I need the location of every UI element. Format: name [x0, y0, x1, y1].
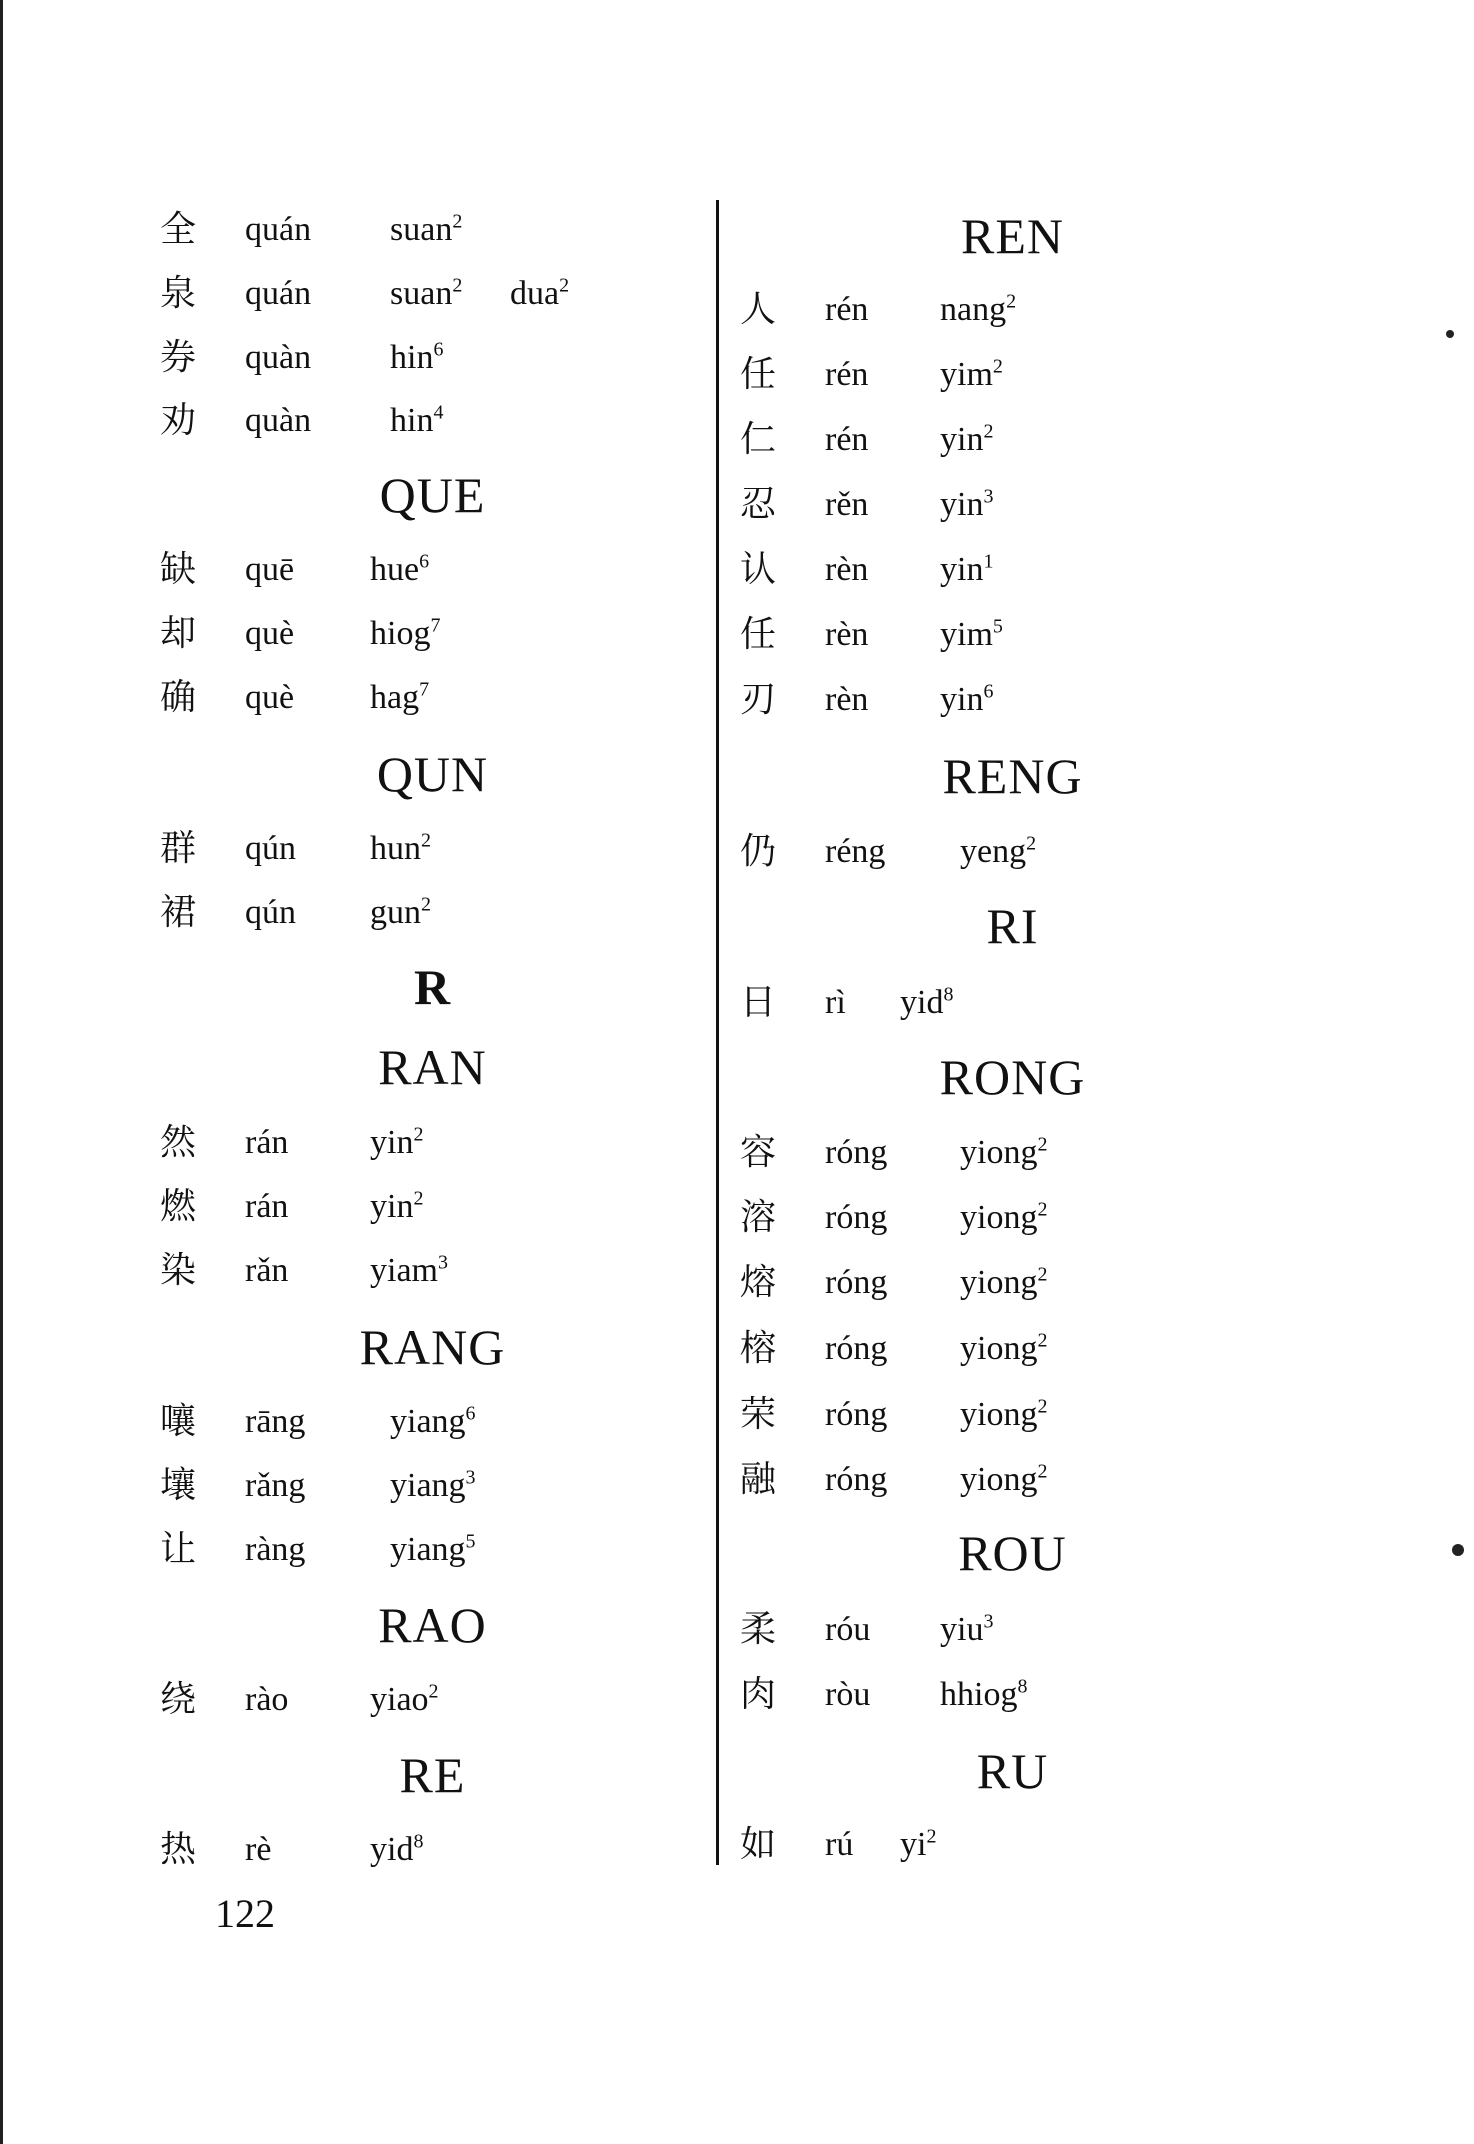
entry-pinyin: quán — [245, 275, 312, 312]
reading-text: yeng — [960, 833, 1027, 870]
entry-pinyin: rèn — [825, 681, 869, 718]
entry-pinyin: róng — [825, 1264, 888, 1301]
reading-text: yiang — [390, 1467, 466, 1504]
reading-text: dua — [510, 275, 560, 312]
dictionary-entry — [160, 883, 705, 943]
dictionary-entry — [740, 1385, 1285, 1445]
entry-pinyin: rén — [825, 291, 869, 328]
tone-number: 2 — [452, 210, 463, 233]
entry-pinyin: róng — [825, 1134, 888, 1171]
dictionary-entry — [740, 973, 1285, 1033]
column-divider — [716, 200, 719, 1865]
reading-text: yin — [370, 1124, 414, 1161]
reading-text: suan — [390, 275, 453, 312]
reading-text: yin — [940, 681, 984, 718]
entry-reading — [940, 410, 993, 470]
entry-hanzi: 却 — [160, 613, 197, 654]
entry-hanzi: 然 — [160, 1122, 197, 1163]
tone-number: 3 — [437, 1251, 448, 1274]
entry-hanzi: 日 — [740, 982, 777, 1023]
entry-pinyin: rǎng — [245, 1467, 306, 1504]
entry-pinyin: quàn — [245, 339, 312, 376]
reading-text: yid — [370, 1831, 414, 1868]
entry-pinyin: rèn — [825, 616, 869, 653]
entry-reading — [370, 819, 431, 879]
reading-text: yim — [940, 356, 993, 393]
dictionary-entry — [740, 670, 1285, 730]
dictionary-entry — [740, 410, 1285, 470]
entry-pinyin: rāng — [245, 1403, 306, 1440]
dictionary-entry — [160, 1456, 705, 1516]
section-heading: RE — [399, 1747, 466, 1803]
entry-reading — [370, 1241, 448, 1301]
dictionary-entry — [160, 391, 705, 451]
dictionary-entry — [740, 1319, 1285, 1379]
tone-number: 2 — [1037, 1395, 1048, 1418]
dictionary-entry — [740, 345, 1285, 405]
tone-number: 6 — [419, 550, 430, 573]
entry-hanzi: 让 — [160, 1529, 197, 1570]
tone-number: 2 — [983, 420, 994, 443]
tone-number: 7 — [430, 614, 441, 637]
reading-text: suan — [390, 211, 453, 248]
reading-text: yiong — [960, 1461, 1038, 1498]
reading-text: yiong — [960, 1199, 1038, 1236]
tone-number: 2 — [1006, 290, 1017, 313]
entry-pinyin: rì — [825, 984, 846, 1021]
entry-hanzi: 绕 — [160, 1679, 197, 1720]
entry-pinyin: qún — [245, 894, 296, 931]
entry-reading — [940, 1665, 1027, 1725]
entry-pinyin: rěn — [825, 486, 869, 523]
tone-number: 8 — [1017, 1675, 1028, 1698]
dictionary-entry — [740, 540, 1285, 600]
scan-speck — [1446, 330, 1454, 338]
entry-hanzi: 任 — [740, 614, 777, 655]
entry-pinyin: rén — [825, 421, 869, 458]
reading-text: yiao — [370, 1681, 429, 1718]
section-heading: R — [413, 959, 452, 1015]
entry-hanzi: 壤 — [160, 1465, 197, 1506]
section-heading: RANG — [359, 1319, 506, 1375]
tone-number: 2 — [428, 1680, 439, 1703]
section-heading: RAO — [378, 1597, 487, 1653]
dictionary-entry — [160, 819, 705, 879]
entry-hanzi: 榕 — [740, 1328, 777, 1369]
reading-text: yiong — [960, 1396, 1038, 1433]
entry-hanzi: 熔 — [740, 1262, 777, 1303]
entry-reading — [370, 883, 431, 943]
entry-hanzi: 容 — [740, 1132, 777, 1173]
dictionary-entry — [160, 1113, 705, 1173]
dictionary-entry — [740, 1665, 1285, 1725]
tone-number: 2 — [1037, 1329, 1048, 1352]
entry-pinyin: rào — [245, 1681, 289, 1718]
entry-hanzi: 荣 — [740, 1394, 777, 1435]
entry-reading — [940, 605, 1003, 665]
entry-reading — [390, 200, 462, 260]
tone-number: 2 — [992, 355, 1003, 378]
entry-pinyin: rè — [245, 1831, 272, 1868]
entry-reading — [960, 1450, 1047, 1510]
dictionary-entry — [160, 540, 705, 600]
entry-hanzi: 群 — [160, 828, 197, 869]
entry-pinyin: róng — [825, 1330, 888, 1367]
entry-hanzi: 裙 — [160, 892, 197, 933]
tone-number: 2 — [1037, 1198, 1048, 1221]
dictionary-entry — [740, 605, 1285, 665]
dictionary-entry — [160, 1520, 705, 1580]
section-heading: RONG — [939, 1049, 1086, 1105]
tone-number: 6 — [465, 1402, 476, 1425]
entry-pinyin: ròu — [825, 1676, 871, 1713]
dictionary-entry — [740, 1123, 1285, 1183]
entry-pinyin: réng — [825, 833, 886, 870]
tone-number: 3 — [983, 485, 994, 508]
dictionary-entry — [160, 1392, 705, 1452]
dictionary-entry — [740, 280, 1285, 340]
reading-text: hin — [390, 339, 434, 376]
tone-number: 2 — [926, 1825, 937, 1848]
entry-reading — [960, 822, 1036, 882]
entry-reading — [370, 1820, 423, 1880]
reading-text: yiang — [390, 1531, 466, 1568]
entry-hanzi: 柔 — [740, 1609, 777, 1650]
entry-pinyin: rén — [825, 356, 869, 393]
entry-reading — [940, 345, 1003, 405]
tone-number: 5 — [465, 1530, 476, 1553]
entry-reading — [370, 604, 440, 664]
tone-number: 2 — [452, 274, 463, 297]
dictionary-entry — [740, 1815, 1285, 1875]
reading-text: hue — [370, 551, 420, 588]
tone-number: 2 — [559, 274, 570, 297]
entry-hanzi: 如 — [740, 1824, 777, 1865]
reading-text: yiong — [960, 1134, 1038, 1171]
reading-text: hin — [390, 402, 434, 439]
entry-hanzi: 劝 — [160, 400, 197, 441]
entry-hanzi: 热 — [160, 1829, 197, 1870]
entry-hanzi: 融 — [740, 1459, 777, 1500]
entry-reading — [390, 328, 443, 388]
dictionary-entry — [740, 1253, 1285, 1313]
entry-hanzi: 燃 — [160, 1186, 197, 1227]
entry-reading — [390, 264, 462, 324]
dictionary-entry — [740, 1600, 1285, 1660]
tone-number: 2 — [1037, 1133, 1048, 1156]
page-left-edge — [0, 0, 3, 2144]
tone-number: 2 — [1037, 1263, 1048, 1286]
section-heading: RI — [986, 898, 1039, 954]
entry-hanzi: 忍 — [740, 484, 777, 525]
entry-hanzi: 全 — [160, 209, 197, 250]
reading-text: hag — [370, 679, 420, 716]
section-heading: QUE — [379, 467, 486, 523]
entry-pinyin: róng — [825, 1199, 888, 1236]
reading-text: yiang — [390, 1403, 466, 1440]
tone-number: 3 — [465, 1466, 476, 1489]
entry-pinyin: ràng — [245, 1531, 306, 1568]
entry-hanzi: 券 — [160, 337, 197, 378]
section-heading: REN — [961, 208, 1064, 264]
tone-number: 4 — [433, 401, 444, 424]
entry-hanzi: 认 — [740, 549, 777, 590]
tone-number: 6 — [983, 680, 994, 703]
reading-text: yiong — [960, 1330, 1038, 1367]
dictionary-entry — [740, 1188, 1285, 1248]
dictionary-entry — [160, 328, 705, 388]
reading-text: yi — [900, 1826, 927, 1863]
entry-reading — [390, 1392, 476, 1452]
entry-reading — [960, 1188, 1047, 1248]
reading-text: nang — [940, 291, 1007, 328]
entry-hanzi: 泉 — [160, 273, 197, 314]
section-heading: RENG — [942, 748, 1083, 804]
tone-number: 5 — [992, 615, 1003, 638]
dictionary-entry — [160, 264, 705, 324]
entry-reading — [370, 1177, 423, 1237]
entry-hanzi: 染 — [160, 1250, 197, 1291]
entry-hanzi: 人 — [740, 289, 777, 330]
dictionary-entry — [160, 604, 705, 664]
entry-reading — [960, 1385, 1047, 1445]
dictionary-entry — [740, 1450, 1285, 1510]
tone-number: 2 — [1026, 832, 1037, 855]
entry-reading — [940, 1600, 993, 1660]
entry-pinyin: qún — [245, 830, 296, 867]
tone-number: 2 — [413, 1187, 424, 1210]
reading-text: gun — [370, 894, 421, 931]
reading-text: yim — [940, 616, 993, 653]
entry-reading — [370, 1670, 439, 1730]
entry-pinyin: rú — [825, 1826, 854, 1863]
entry-reading — [370, 1113, 423, 1173]
entry-reading — [940, 540, 993, 600]
entry-pinyin: què — [245, 615, 295, 652]
section-heading: RU — [976, 1743, 1049, 1799]
scan-speck — [1452, 1544, 1464, 1556]
reading-text: yin — [940, 551, 984, 588]
entry-hanzi: 确 — [160, 677, 197, 718]
entry-hanzi: 肉 — [740, 1674, 777, 1715]
tone-number: 2 — [421, 893, 431, 916]
reading-text: yid — [900, 984, 944, 1021]
entry-reading — [370, 540, 429, 600]
entry-reading — [510, 264, 569, 324]
tone-number: 7 — [419, 678, 430, 701]
entry-reading — [900, 973, 953, 1033]
reading-text: hun — [370, 830, 421, 867]
entry-reading — [370, 668, 429, 728]
tone-number: 8 — [413, 1830, 424, 1853]
entry-pinyin: róng — [825, 1396, 888, 1433]
entry-pinyin: rán — [245, 1188, 289, 1225]
dictionary-entry — [160, 1177, 705, 1237]
entry-hanzi: 溶 — [740, 1197, 777, 1238]
tone-number: 1 — [983, 550, 994, 573]
entry-reading — [390, 1520, 476, 1580]
tone-number: 2 — [421, 829, 431, 852]
tone-number: 3 — [983, 1610, 994, 1633]
entry-reading — [960, 1319, 1047, 1379]
entry-reading — [940, 280, 1016, 340]
entry-reading — [960, 1123, 1047, 1183]
entry-pinyin: quē — [245, 551, 295, 588]
reading-text: yiu — [940, 1611, 984, 1648]
page-number: 122 — [215, 1891, 275, 1936]
entry-reading — [900, 1815, 936, 1875]
tone-number: 2 — [413, 1123, 424, 1146]
entry-pinyin: rán — [245, 1124, 289, 1161]
entry-hanzi: 刃 — [740, 679, 777, 720]
entry-reading — [960, 1253, 1047, 1313]
section-heading: ROU — [958, 1525, 1067, 1581]
dictionary-entry — [160, 1820, 705, 1880]
section-heading: RAN — [378, 1039, 487, 1095]
entry-hanzi: 仁 — [740, 419, 777, 460]
entry-pinyin: róu — [825, 1611, 871, 1648]
reading-text: hiog — [370, 615, 431, 652]
reading-text: yin — [940, 486, 984, 523]
entry-pinyin: què — [245, 679, 295, 716]
entry-reading — [390, 391, 443, 451]
entry-hanzi: 嚷 — [160, 1401, 197, 1442]
entry-reading — [390, 1456, 476, 1516]
tone-number: 2 — [1037, 1460, 1048, 1483]
entry-pinyin: quàn — [245, 402, 312, 439]
tone-number: 8 — [943, 983, 954, 1006]
entry-reading — [940, 670, 993, 730]
reading-text: yiong — [960, 1264, 1038, 1301]
entry-hanzi: 缺 — [160, 549, 197, 590]
dictionary-entry — [740, 475, 1285, 535]
reading-text: yiam — [370, 1252, 438, 1289]
dictionary-entry — [160, 1241, 705, 1301]
dictionary-entry — [160, 200, 705, 260]
entry-pinyin: rèn — [825, 551, 869, 588]
entry-pinyin: róng — [825, 1461, 888, 1498]
reading-text: hhiog — [940, 1676, 1018, 1713]
dictionary-entry — [160, 1670, 705, 1730]
entry-pinyin: quán — [245, 211, 312, 248]
entry-reading — [940, 475, 993, 535]
dictionary-entry — [740, 822, 1285, 882]
reading-text: yin — [370, 1188, 414, 1225]
entry-pinyin: rǎn — [245, 1252, 289, 1289]
entry-hanzi: 仍 — [740, 831, 777, 872]
section-heading: QUN — [376, 746, 489, 802]
reading-text: yin — [940, 421, 984, 458]
entry-hanzi: 任 — [740, 354, 777, 395]
dictionary-entry — [160, 668, 705, 728]
tone-number: 6 — [433, 338, 444, 361]
